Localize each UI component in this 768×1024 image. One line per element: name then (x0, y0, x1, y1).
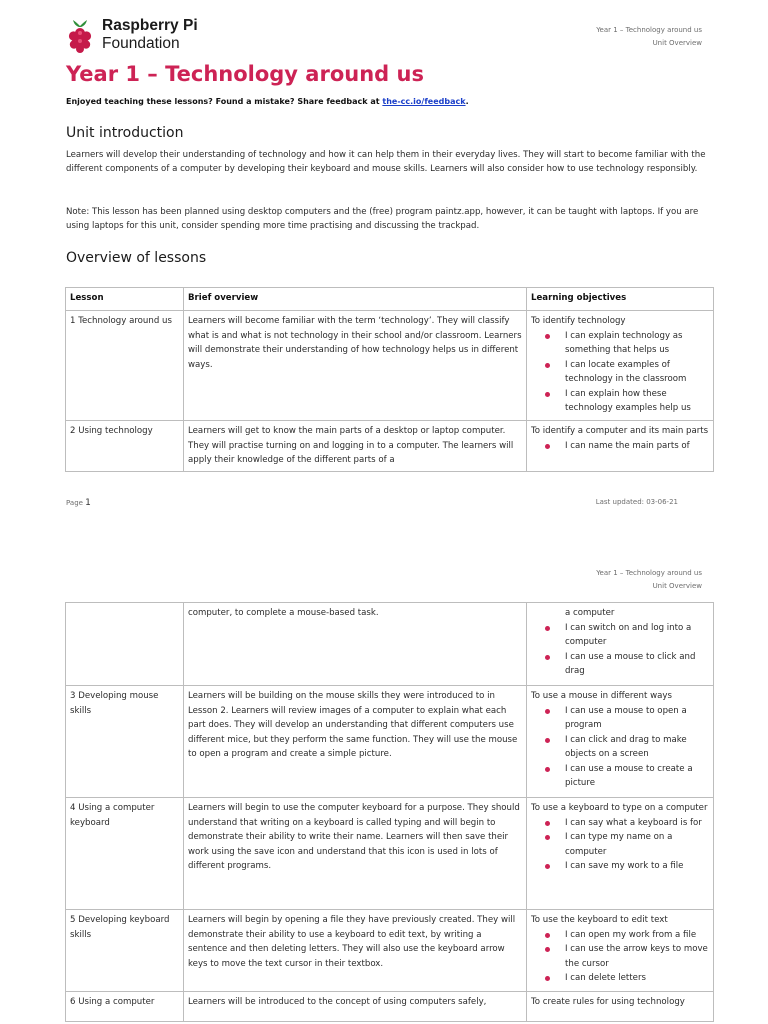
feedback-text: Enjoyed teaching these lessons? Found a mistake? Share feedback at (66, 97, 383, 106)
running-header-title: Year 1 – Technology around us (596, 26, 702, 34)
lesson-cell: 1 Technology around us (66, 311, 184, 421)
feedback-end: . (465, 97, 469, 106)
objective-heading: To use the keyboard to edit text (531, 915, 668, 925)
table-row (66, 686, 714, 798)
feedback-link[interactable]: the-cc.io/feedback (382, 97, 466, 106)
running-header (596, 567, 702, 593)
objectives-list (531, 439, 709, 454)
page-label: Page (66, 499, 86, 507)
overview-cell: Learners will begin by opening a file they have previously created. They will demonstrate their ability to use a keyboard to edit text, by writing a sentence and then deleting letters. They will also use the keyboard arrow keys to move the text cursor in their textbox. (184, 910, 527, 992)
objective-item: I can use a mouse to create a picture (565, 762, 709, 791)
objective-item: I can click and drag to make objects on a screen (565, 733, 709, 762)
objective-item: I can name the main parts of (565, 439, 709, 454)
brand-name: Raspberry Pi (102, 17, 198, 34)
objective-item: I can type my name on a computer (565, 830, 709, 859)
overview-cell: Learners will get to know the main parts of a desktop or laptop computer. They will practise turning on and logging in to a computer. The learners will apply their knowledge of the different parts of a (184, 421, 527, 472)
objective-item: I can locate examples of technology in the classroom (565, 358, 709, 387)
table-header-row (66, 288, 714, 311)
objectives-cell (527, 992, 714, 1022)
table-row (66, 798, 714, 910)
table-row (66, 421, 714, 472)
raspberry-icon (64, 16, 96, 54)
objective-heading: To use a keyboard to type on a computer (531, 803, 708, 813)
column-header-lesson: Lesson (66, 288, 184, 311)
column-header-objectives: Learning objectives (527, 288, 714, 311)
note-paragraph: Note: This lesson has been planned using desktop computers and the (free) program paintz.app, however, it can be taught with laptops. If you are using laptops for this unit, consider spending more time practising and discussing the trackpad. (66, 207, 699, 231)
objectives-cell (527, 798, 714, 910)
document-page-2 (0, 520, 768, 1024)
page-number (66, 498, 91, 508)
objectives-cell (527, 603, 714, 686)
objective-continuation: a computer (565, 608, 615, 618)
objectives-cell (527, 311, 714, 421)
table-row (66, 311, 714, 421)
objective-item: I can open my work from a file (565, 928, 709, 943)
lesson-cell: 2 Using technology (66, 421, 184, 472)
objective-heading: To create rules for using technology (531, 997, 685, 1007)
objectives-cell (527, 686, 714, 798)
objective-item: I can save my work to a file (565, 859, 709, 874)
running-header-subtitle: Unit Overview (652, 39, 702, 47)
table-row (66, 992, 714, 1022)
objectives-cell (527, 910, 714, 992)
page-title: Year 1 – Technology around us (66, 62, 424, 86)
objectives-cell (527, 421, 714, 472)
objective-item: I can use a mouse to open a program (565, 704, 709, 733)
overview-cell: Learners will become familiar with the term ‘technology’. They will classify what is and what is not technology in their school and/or classroom. Learners will demonstrate their understanding of how technology helps us in different ways. (184, 311, 527, 421)
last-updated: Last updated: 03-06-21 (595, 498, 678, 506)
table-row (66, 603, 714, 686)
feedback-line (66, 97, 469, 106)
lesson-cell: 5 Developing keyboard skills (66, 910, 184, 992)
objectives-list (531, 606, 709, 679)
brand-subname: Foundation (102, 35, 180, 52)
running-header-subtitle: Unit Overview (652, 582, 702, 590)
lessons-table-continued (65, 602, 714, 1022)
intro-paragraph: Learners will develop their understanding of technology and how it can help them in their everyday lives. They will start to become familiar with the different components of a computer by developing their keyboard and mouse skills. Learners will also consider how to use technology responsibly. (66, 150, 706, 174)
objective-heading: To identify technology (531, 316, 626, 326)
objective-item: I can use a mouse to click and drag (565, 650, 709, 679)
column-header-overview: Brief overview (184, 288, 527, 311)
overview-cell: Learners will begin to use the computer keyboard for a purpose. They should understand that writing on a keyboard is called typing and will begin to demonstrate their ability to write their name. Learners will then save their work using the save icon and understand that this icon is used in lots of different programs. (184, 798, 527, 910)
lesson-cell: 4 Using a computer keyboard (66, 798, 184, 910)
section-heading-intro: Unit introduction (66, 125, 184, 141)
lesson-cell: 3 Developing mouse skills (66, 686, 184, 798)
objective-item: I can use the arrow keys to move the cursor (565, 942, 709, 971)
objectives-list (531, 704, 709, 791)
objectives-list (531, 816, 709, 874)
page-number-value: 1 (85, 498, 91, 508)
overview-cell: computer, to complete a mouse-based task. (184, 603, 527, 686)
objective-item: I can explain technology as something that helps us (565, 329, 709, 358)
table-row (66, 910, 714, 992)
overview-cell: Learners will be introduced to the concept of using computers safely, (184, 992, 527, 1022)
running-header (596, 24, 702, 50)
objective-item: I can switch on and log into a computer (565, 621, 709, 650)
running-header-title: Year 1 – Technology around us (596, 569, 702, 577)
raspberry-pi-logo (64, 16, 198, 54)
lesson-cell (66, 603, 184, 686)
objectives-list (531, 329, 709, 416)
lesson-cell: 6 Using a computer (66, 992, 184, 1022)
objective-item: I can explain how these technology examples help us (565, 387, 709, 416)
objective-heading: To identify a computer and its main parts (531, 426, 709, 436)
lessons-table (65, 287, 714, 472)
section-heading-overview: Overview of lessons (66, 250, 207, 266)
objective-item: I can delete letters (565, 971, 709, 986)
objective-item: I can say what a keyboard is for (565, 816, 709, 831)
overview-cell: Learners will be building on the mouse skills they were introduced to in Lesson 2. Learners will review images of a computer to explain what each part does. They will develop an understanding that different computers use different mice, but they perform the same function. They will use the mouse to open a program and create a simple picture. (184, 686, 527, 798)
objectives-list (531, 928, 709, 986)
objective-heading: To use a mouse in different ways (531, 691, 672, 701)
